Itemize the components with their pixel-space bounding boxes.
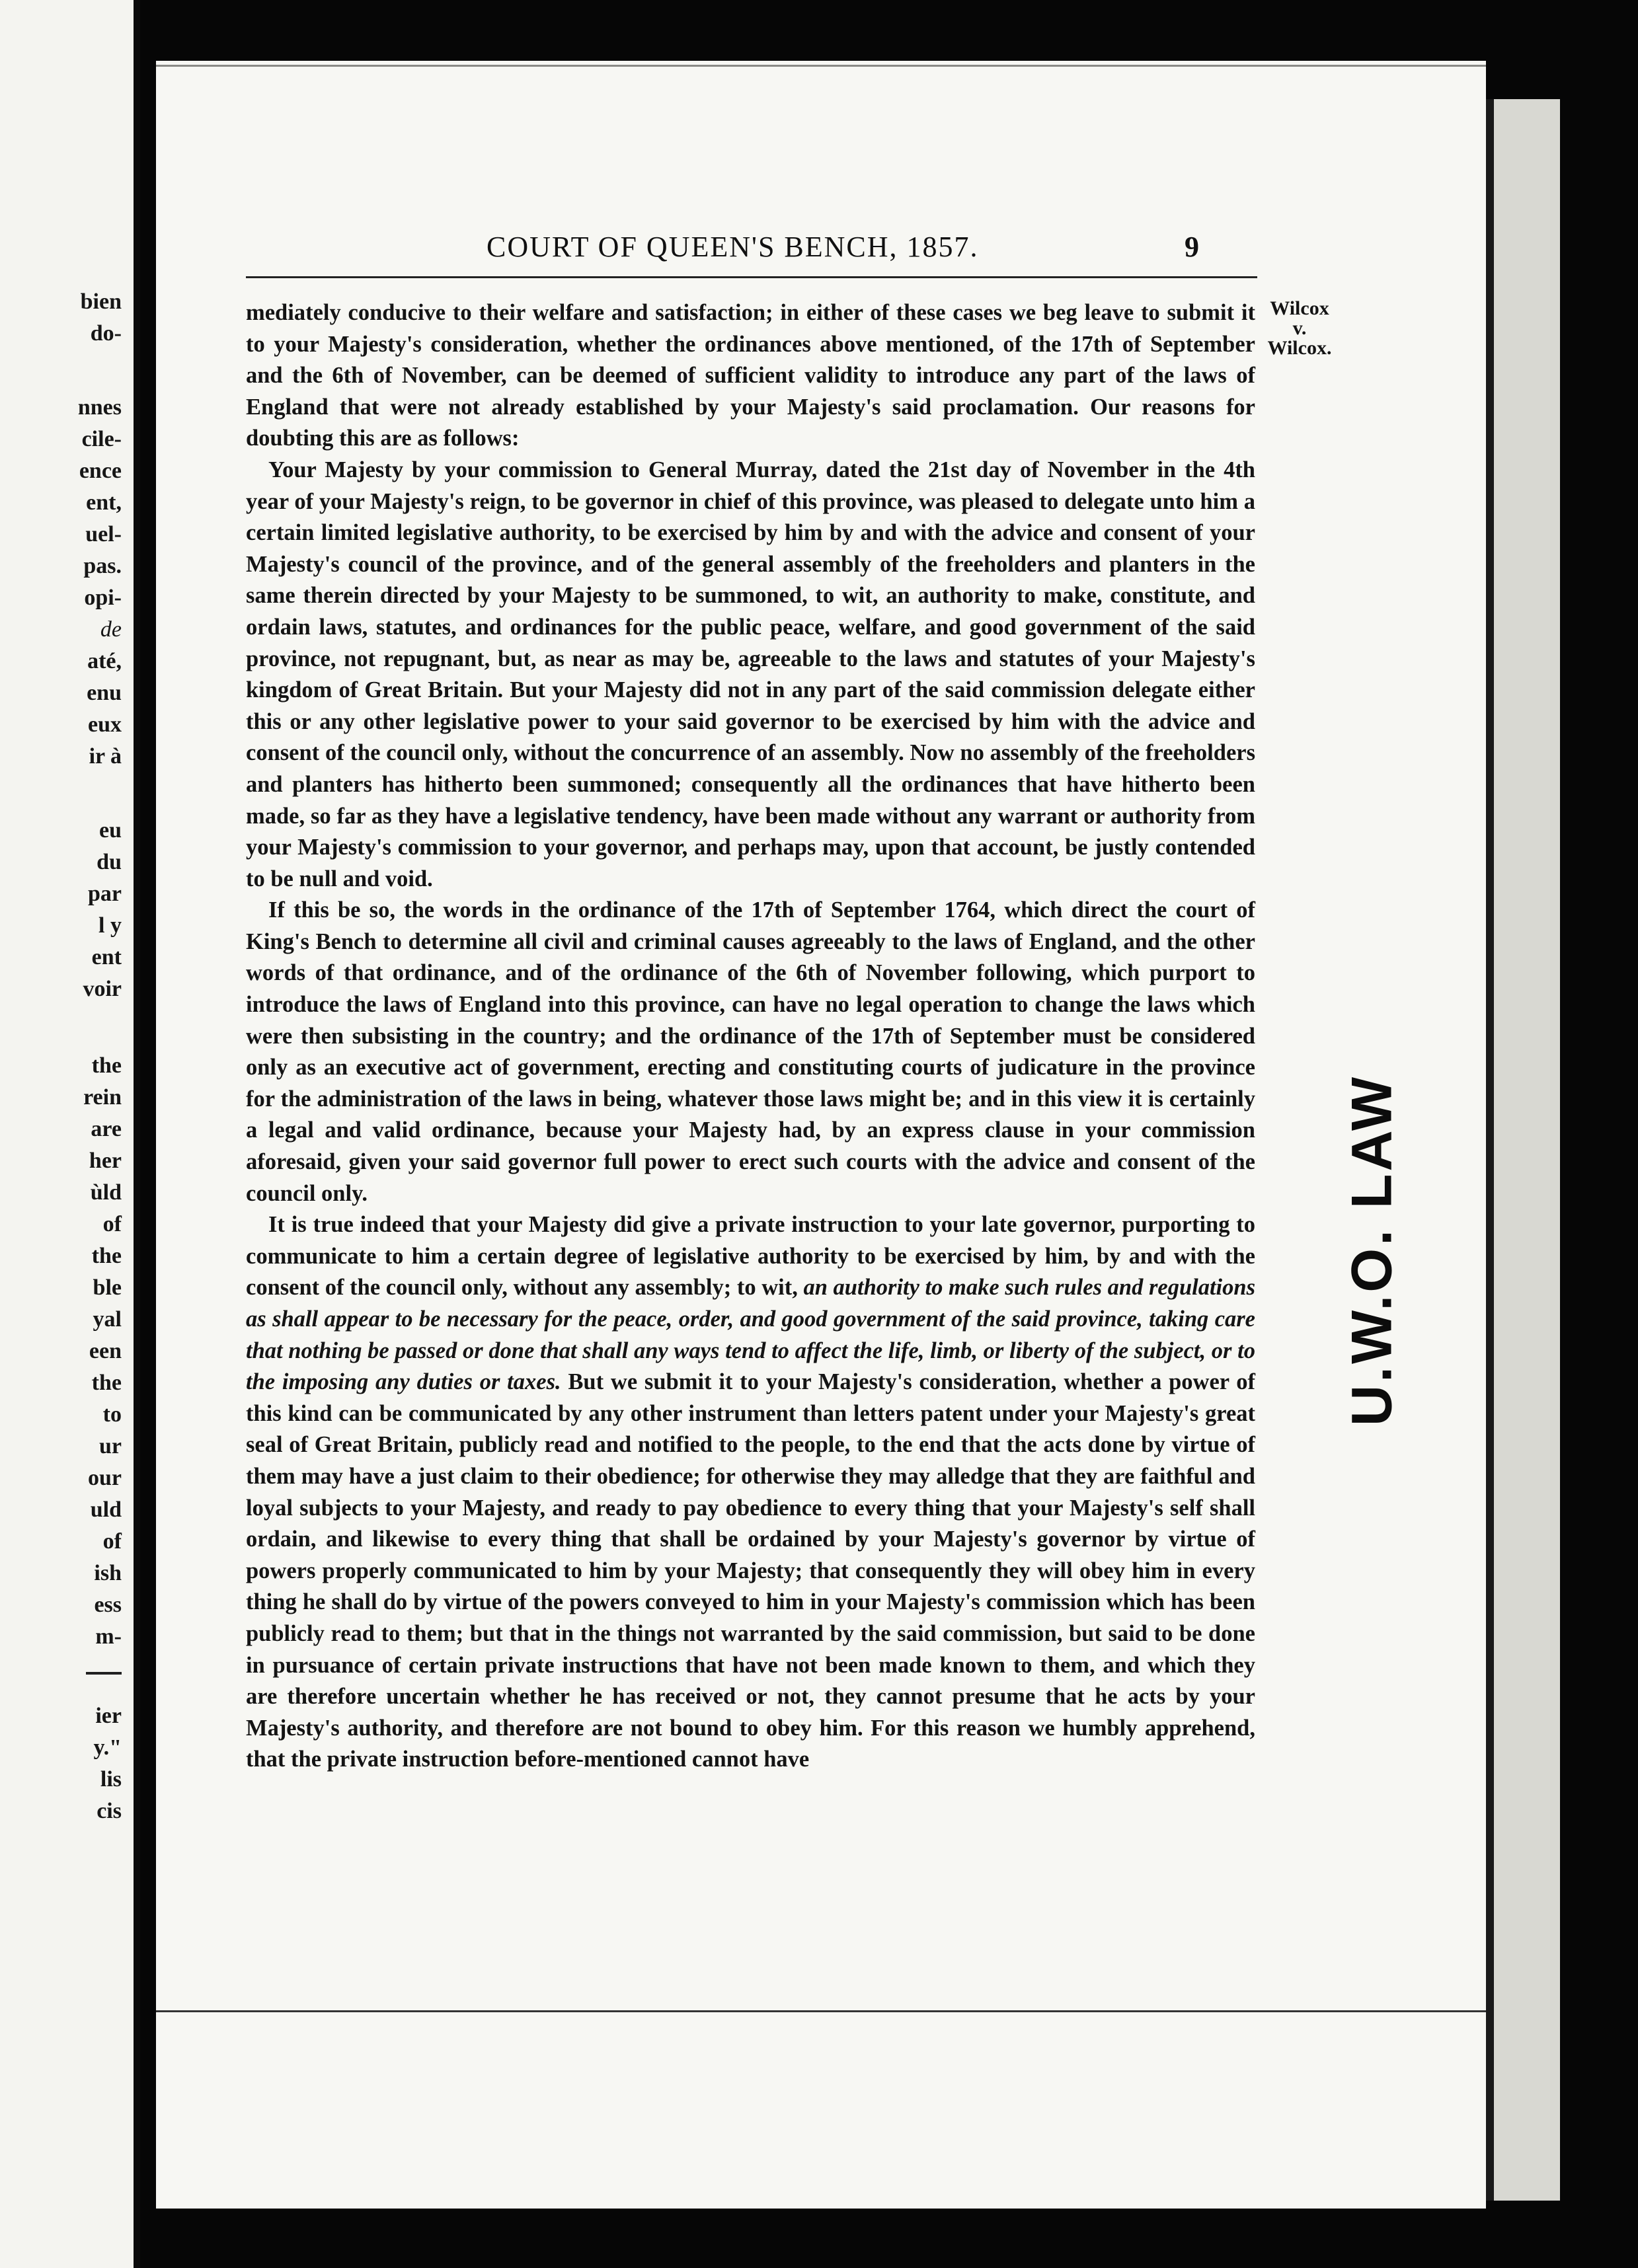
facing-page-fragment: eux — [88, 712, 122, 737]
facing-page-fragment: een — [89, 1339, 122, 1363]
book-page — [156, 61, 1486, 2209]
paragraph-4-part-2: But we submit it to your Majesty's consideration, whether a power of this kind can be communicated by any other instrument than letters patent under your Majesty's great seal of Great Britain, publicly read and notified to the people, to the end that the acts done by virtue of them may have a just claim to their obedience; for otherwise they may alledge that they are faithful and loyal subjects to your Majesty, and ready to pay obedience to every thing that your Majesty's self shall ordain, and likewise to every thing that shall be ordained by your Majesty's governor by virtue of powers properly communicated to him by your Majesty; that consequently they will obey him in every thing he shall do by virtue of the powers conveyed to him in your Majesty's commission which has been publicly read to them; but that in the things not warranted by the said commission, but said to be done in pursuance of certain private instructions that have not been made known to them, and which they are therefore uncertain whether he has received or not, they cannot presume that he acts by your Majesty's authority, and therefore are not bound to obey him. For this reason we humbly apprehend, that the private instruction before-mentioned cannot have — [246, 1369, 1256, 1772]
facing-page-fragment: opi- — [84, 586, 122, 610]
facing-page-fragment: lis — [100, 1767, 122, 1792]
running-title: COURT OF QUEEN'S BENCH, 1857. — [487, 231, 979, 263]
sidenote-line-2: v. — [1292, 317, 1307, 339]
facing-page-fragment: y." — [93, 1735, 122, 1760]
facing-page-fragment: voir — [83, 977, 122, 1001]
facing-page-fragment: eu — [99, 818, 122, 843]
body-text — [246, 297, 1255, 1776]
gutter — [134, 0, 140, 2268]
header-rule — [246, 276, 1257, 278]
facing-page-fragment: her — [89, 1149, 122, 1173]
facing-page-fragment: cile- — [81, 427, 122, 451]
facing-page-fragment: m- — [95, 1624, 122, 1649]
facing-page-fragment: ble — [93, 1275, 122, 1300]
facing-page-rule — [86, 1672, 122, 1675]
library-stamp-text: U.W.O. LAW — [1340, 1074, 1404, 1427]
facing-page-fragment: bien — [80, 289, 122, 314]
facing-page-fragment: ir à — [89, 744, 122, 769]
paragraph-3: If this be so, the words in the ordinance of the 17th of September 1764, which direct the court of King's Bench to determine all civil and criminal causes agreeably to the laws of England, and the other words of that ordinance, and of the ordinance of the 6th of November following, which purport to introduce the laws of England into this province, can have no legal operation to change the laws which were then subsisting in the country; and the ordinance of the 17th of September must be considered only as an executive act of government, erecting and constituting courts of judicature in the province for the administration of the laws in being, whatever those laws might be; and in this view it is certainly a legal and valid ordinance, because your Majesty had, by an express clause in your commission aforesaid, given your said governor full power to erect such courts with the advice and consent of the council only. — [246, 897, 1255, 1206]
paragraph-4-quotation: an authority to make such rules and regulations as shall appear to be necessary for the peace, order, and good government of the said province, taking care that nothing be passed or done that shall any ways tend to affect the life, limb, or liberty of the subject, or to the imposing any duties or taxes. — [246, 1275, 1256, 1395]
facing-page-fragment: enu — [87, 681, 122, 705]
page-edge-shadow — [1486, 99, 1494, 2201]
facing-page-fragment: rein — [83, 1085, 122, 1110]
case-sidenote — [1260, 299, 1339, 358]
facing-page-fragment: l y — [98, 913, 122, 938]
sidenote-line-3: Wilcox. — [1267, 337, 1332, 359]
facing-page-fragment: ùld — [90, 1180, 122, 1205]
facing-page-fragment: ess — [94, 1593, 122, 1617]
library-stamp — [1339, 1074, 1405, 1427]
facing-page-fragment: ent — [91, 945, 122, 969]
facing-page-fragment: uld — [90, 1497, 122, 1522]
facing-page-fragment: the — [91, 1053, 122, 1078]
facing-page-fragment: ier — [95, 1704, 122, 1728]
page-edge-strip — [1494, 99, 1560, 2201]
facing-page-fragment: yal — [93, 1307, 122, 1332]
sidenote-line-1: Wilcox — [1270, 297, 1329, 319]
facing-page-fragment: ur — [99, 1434, 122, 1458]
page-number: 9 — [1185, 231, 1199, 263]
facing-page-fragment: nnes — [77, 395, 122, 420]
facing-page-fragment: of — [102, 1212, 122, 1236]
facing-page-fragment: ish — [94, 1561, 122, 1585]
scan-edge-top — [156, 65, 1486, 67]
facing-page-fragment: ence — [79, 459, 122, 483]
facing-page-fragment: are — [91, 1117, 122, 1141]
facing-page-fragment: the — [91, 1371, 122, 1395]
facing-page-fragment: uel- — [85, 522, 122, 547]
facing-page-fragment: ent, — [86, 490, 122, 515]
facing-page-fragment: du — [97, 850, 122, 874]
facing-page-fragment: pas. — [83, 554, 122, 578]
facing-page-fragment: the — [91, 1244, 122, 1268]
facing-page-fragment: of — [102, 1529, 122, 1554]
scan-rule-bottom — [156, 2010, 1486, 2012]
facing-page-fragment: até, — [87, 649, 122, 673]
paragraph-1: mediately conducive to their welfare and satisfaction; in either of these cases we beg leave to submit it to your Majesty's consideration, whether the ordinances above mentioned, of the 17th of September and the 6th of November, can be deemed of sufficient validity to introduce any part of the laws of England that were not already established by your Majesty's said proclamation. Our reasons for doubting this are as follows: — [246, 300, 1255, 451]
paragraph-2: Your Majesty by your commission to General Murray, dated the 21st day of November in the 4th year of your Majesty's reign, to be governor in chief of this province, was pleased to delegate unto him a certain limited legislative authority, to be exercised by him by and with the advice and consent of your Majesty's council of the province, and of the general assembly of the freeholders and planters in the same therein directed by your Majesty to be summoned, to wit, an authority to make, constitute, and ordain laws, statutes, and ordinances for the public peace, welfare, and good government of the said province, not repugnant, but, as near as may be, agreeable to the laws and statutes of your Majesty's kingdom of Great Britain. But your Majesty did not in any part of the said commission delegate either this or any other legislative power to your said governor to be exercised by him with the advice and consent of the council only, without the concurrence of an assembly. Now no assembly of the freeholders and planters has hitherto been summoned; consequently all the ordinances that have hitherto been made, so far as they have a legislative tendency, have been made without any warrant or authority from your Majesty's commission to your governor, and perhaps may, upon that account, be justly contended to be null and void. — [246, 457, 1255, 891]
facing-page-fragment: our — [88, 1466, 122, 1490]
facing-page-fragment: par — [88, 882, 122, 906]
facing-page-fragment: de — [100, 617, 122, 642]
facing-page-edge — [0, 0, 140, 2268]
paragraph-4-part-1: It is true indeed that your Majesty did give a private instruction to your late governor, purporting to communicate to him a certain degree of legislative authority to be exercised by him, by and with the consent of the council only, without any assembly; to wit, — [246, 1212, 1255, 1301]
facing-page-fragment: do- — [90, 321, 122, 346]
paragraph-4 — [246, 1209, 1255, 1776]
facing-page-fragment: to — [102, 1402, 122, 1427]
facing-page-fragment: cis — [97, 1799, 122, 1823]
